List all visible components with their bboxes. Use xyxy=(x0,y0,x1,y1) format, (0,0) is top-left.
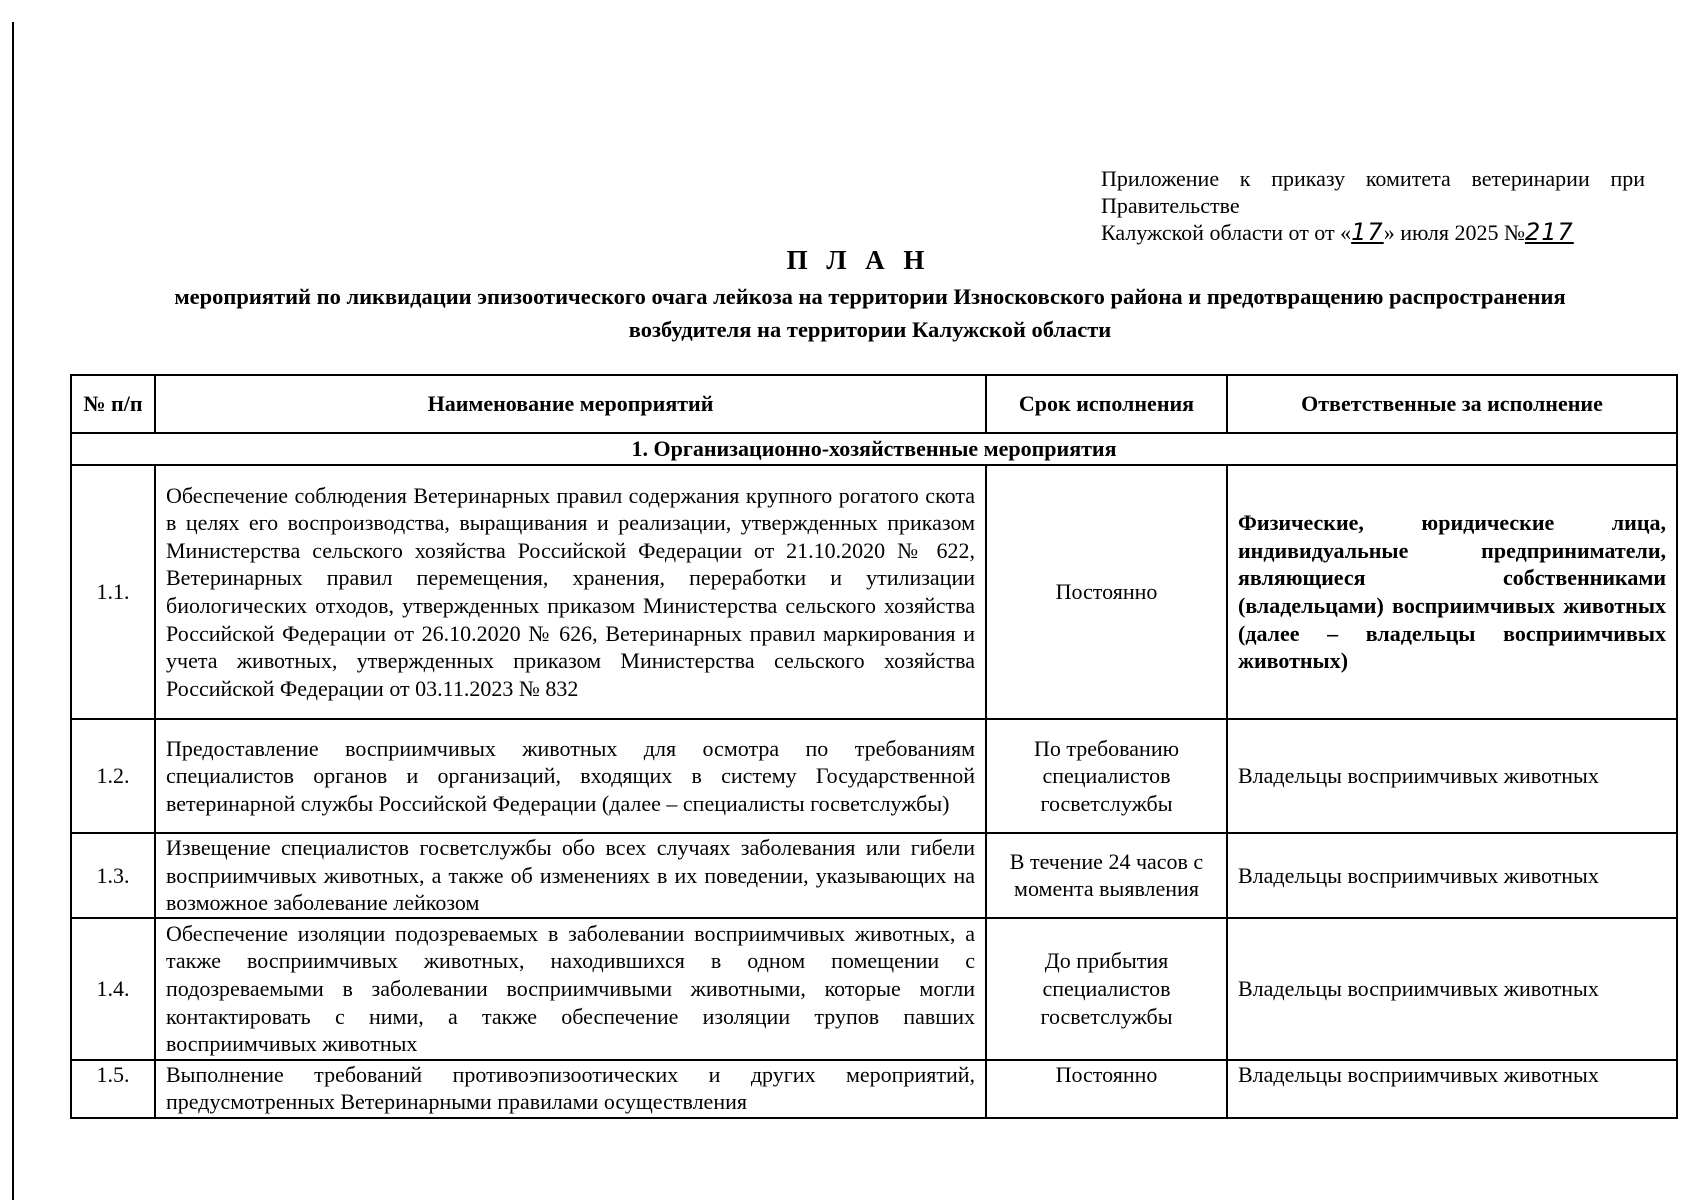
header-responsible: Ответственные за исполнение xyxy=(1227,375,1677,433)
appendix-date-line xyxy=(1101,219,1645,246)
appendix-note xyxy=(1101,165,1645,246)
row-term: До прибытия специалистов госветслужбы xyxy=(986,918,1227,1060)
header-name: Наименование мероприятий xyxy=(155,375,986,433)
row-term: Постоянно xyxy=(986,465,1227,719)
section-row xyxy=(71,433,1677,465)
table-row xyxy=(71,719,1677,833)
handwritten-number: 217 xyxy=(1524,218,1574,246)
row-num: 1.1. xyxy=(71,465,155,719)
handwritten-day: 17 xyxy=(1351,218,1384,246)
row-term: По требованию специалистов госветслужбы xyxy=(986,719,1227,833)
row-responsible: Владельцы восприимчивых животных xyxy=(1227,1060,1677,1118)
row-term: Постоянно xyxy=(986,1060,1227,1118)
table-row xyxy=(71,918,1677,1060)
left-margin-line xyxy=(12,22,14,1200)
row-name: Предоставление восприимчивых животных для осмотра по требованиям специалистов органов и организаций, входящих в систему Государственной ветеринарной службы Российской Федерации (далее – специалисты госветслужбы) xyxy=(155,719,986,833)
row-name: Обеспечение изоляции подозреваемых в заболевании восприимчивых животных, а также восприимчивых животных, находившихся в одном помещении с подозреваемыми в заболевании восприимчивыми животными, которые могли контактировать с ними, а также обеспечение изоляции трупов павших восприимчивых животных xyxy=(155,918,986,1060)
row-num: 1.3. xyxy=(71,833,155,918)
row-term: В течение 24 часов с момента выявления xyxy=(986,833,1227,918)
header-term: Срок исполнения xyxy=(986,375,1227,433)
row-responsible: Владельцы восприимчивых животных xyxy=(1227,918,1677,1060)
table-row xyxy=(71,1060,1677,1118)
row-num: 1.5. xyxy=(71,1060,155,1118)
header-num: № п/п xyxy=(71,375,155,433)
row-name: Выполнение требований противоэпизоотических и других мероприятий, предусмотренных Ветеринарными правилами осуществления xyxy=(155,1060,986,1118)
row-responsible: Владельцы восприимчивых животных xyxy=(1227,719,1677,833)
row-num: 1.4. xyxy=(71,918,155,1060)
appendix-prefix: Калужской области от от « xyxy=(1101,220,1352,245)
document-title: П Л А Н xyxy=(786,245,931,275)
row-responsible: Физические, юридические лица, индивидуальные предприниматели, являющиеся собственниками (владельцами) восприимчивых животных (далее – владельцы восприимчивых животных) xyxy=(1227,465,1677,719)
appendix-middle: » июля 2025 № xyxy=(1383,220,1525,245)
table-row xyxy=(71,833,1677,918)
row-responsible: Владельцы восприимчивых животных xyxy=(1227,833,1677,918)
header-row xyxy=(71,375,1677,433)
plan-table xyxy=(70,374,1678,1119)
row-num: 1.2. xyxy=(71,719,155,833)
row-name: Извещение специалистов госветслужбы обо всех случаях заболевания или гибели восприимчивых животных, а также об изменениях в их поведении, указывающих на возможное заболевание лейкозом xyxy=(155,833,986,918)
document-subtitle: мероприятий по ликвидации эпизоотического очага лейкоза на территории Износковского района и предотвращению распространения возбудителя на территории Калужской области xyxy=(174,284,1566,342)
section-title: 1. Организационно-хозяйственные мероприятия xyxy=(71,433,1677,465)
table-row xyxy=(71,465,1677,719)
appendix-text: Приложение к приказу комитета ветеринарии при Правительстве xyxy=(1101,166,1645,218)
row-name: Обеспечение соблюдения Ветеринарных правил содержания крупного рогатого скота в целях его воспроизводства, выращивания и реализации, утвержденных приказом Министерства сельского хозяйства Российской Федерации от 21.10.2020 № 622, Ветеринарных правил перемещения, хранения, переработки и утилизации биологических отходов, утвержденных приказом Министерства сельского хозяйства Российской Федерации от 26.10.2020 № 626, Ветеринарных правил маркирования и учета животных, утвержденных приказом Министерства сельского хозяйства Российской Федерации от 03.11.2023 № 832 xyxy=(155,465,986,719)
